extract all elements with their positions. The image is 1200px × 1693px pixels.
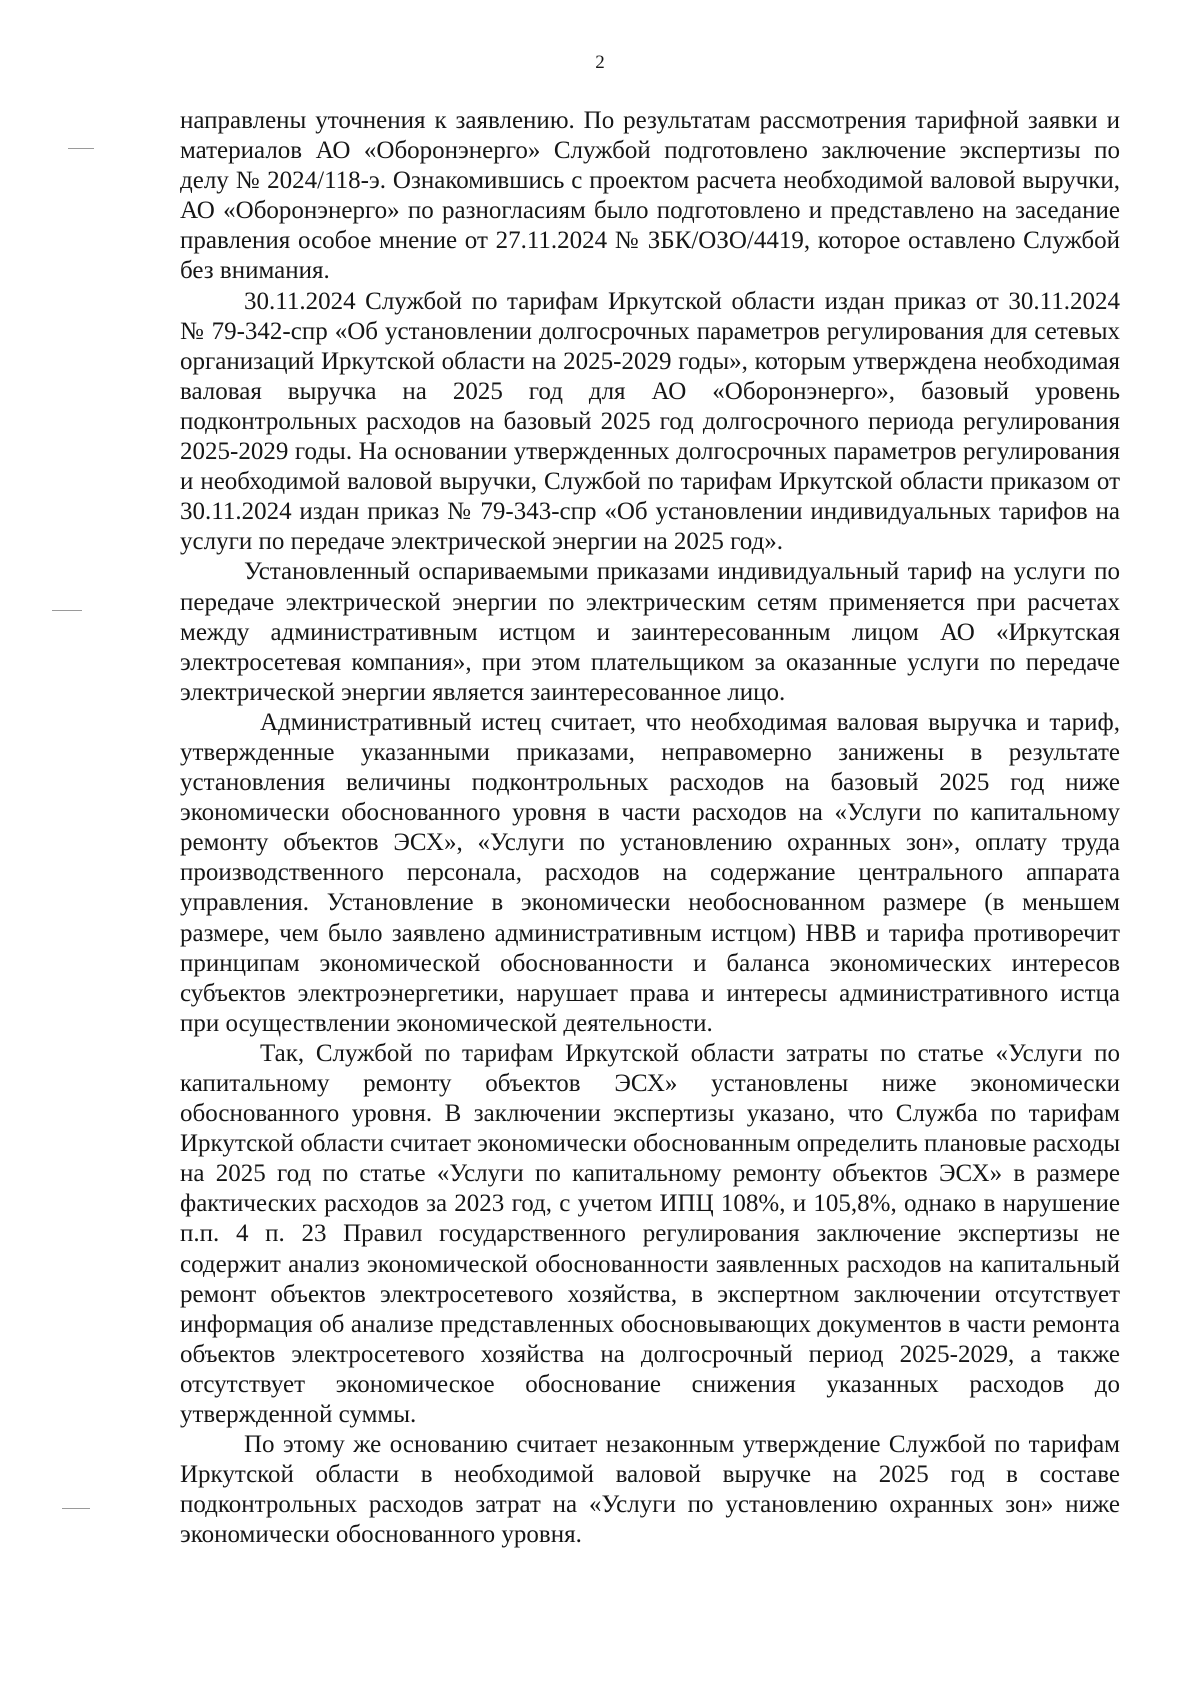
scan-artifact (68, 148, 94, 149)
paragraph-repair-costs: Так, Службой по тарифам Иркутской области затраты по статье «Услуги по капитальному ремонту объектов ЭСХ» установлены ниже экономически обоснованного уровня. В заключении экспертизы указано, что Служба по тарифам Иркутской области считает экономически обоснованным определить плановые расходы на 2025 год по статье «Услуги по капитальному ремонту объектов ЭСХ» в размере фактических расходов за 2023 год, с учетом ИПЦ 108%, и 105,8%, однако в нарушение п.п. 4 п. 23 Правил государственного регулирования заключение экспертизы не содержит анализ экономической обоснованности заявленных расходов на капитальный ремонт объектов электросетевого хозяйства, в экспертном заключении отсутствует информация об анализе представленных обосновывающих документов в части ремонта объектов электросетевого хозяйства на долгосрочный период 2025-2029, а также отсутствует экономическое обоснование снижения указанных расходов до утвержденной суммы. (180, 1039, 1120, 1429)
paragraph-protection-zones: По этому же основанию считает незаконным утверждение Службой по тарифам Иркутской области в необходимой валовой выручке на 2025 год в составе подконтрольных расходов затрат на «Услуги по установлению охранных зон» ниже экономически обоснованного уровня. (180, 1431, 1120, 1549)
paragraph-continuation: направлены уточнения к заявлению. По результатам рассмотрения тарифной заявки и материалов АО «Оборонэнерго» Службой подготовлено заключение экспертизы по делу № 2024/118-э. Ознакомившись с проектом расчета необходимой валовой выручки, АО «Оборонэнерго» по разногласиям было подготовлено и представлено на заседание правления особое мнение от 27.11.2024 № ЗБК/ОЗО/4419, которое оставлено Службой без внимания. (180, 107, 1120, 285)
scan-artifact (62, 1508, 90, 1509)
paragraph-tariff-application: Установленный оспариваемыми приказами индивидуальный тариф на услуги по передаче электрической энергии по электрическим сетям применяется при расчетах между административным истцом и заинтересованным лицом АО «Иркутская электросетевая компания», при этом плательщиком за оказанные услуги по передаче электрической энергии является заинтересованное лицо. (180, 558, 1120, 706)
page-number: 2 (595, 52, 605, 73)
paragraph-orders: 30.11.2024 Службой по тарифам Иркутской области издан приказ от 30.11.2024 № 79-342-спр «Об установлении долгосрочных параметров регулирования для сетевых организаций Иркутской области на 2025-2029 годы», которым утверждена необходимая валовая выручка на 2025 год для АО «Оборонэнерго», базовый уровень подконтрольных расходов на базовый 2025 год долгосрочного периода регулирования 2025-2029 годы. На основании утвержденных долгосрочных параметров регулирования и необходимой валовой выручки, Службой по тарифам Иркутской области приказом от 30.11.2024 издан приказ № 79-343-спр «Об установлении индивидуальных тарифов на услуги по передаче электрической энергии на 2025 год». (180, 287, 1120, 556)
paragraph-claim: Административный истец считает, что необходимая валовая выручка и тариф, утвержденные указанными приказами, неправомерно занижены в результате установления величины подконтрольных расходов на базовый 2025 год ниже экономически обоснованного уровня в части расходов на «Услуги по капитальному ремонту объектов ЭСХ», «Услуги по установлению охранных зон», оплату труда производственного персонала, расходов на содержание центрального аппарата управления. Установление в экономически необоснованном размере (в меньшем размере, чем было заявлено административным истцом) НВВ и тарифа противоречит принципам экономической обоснованности и баланса экономических интересов субъектов электроэнергетики, нарушает права и интересы административного истца при осуществлении экономической деятельности. (180, 708, 1120, 1037)
document-body (180, 106, 1120, 1551)
scan-artifact (52, 610, 82, 611)
